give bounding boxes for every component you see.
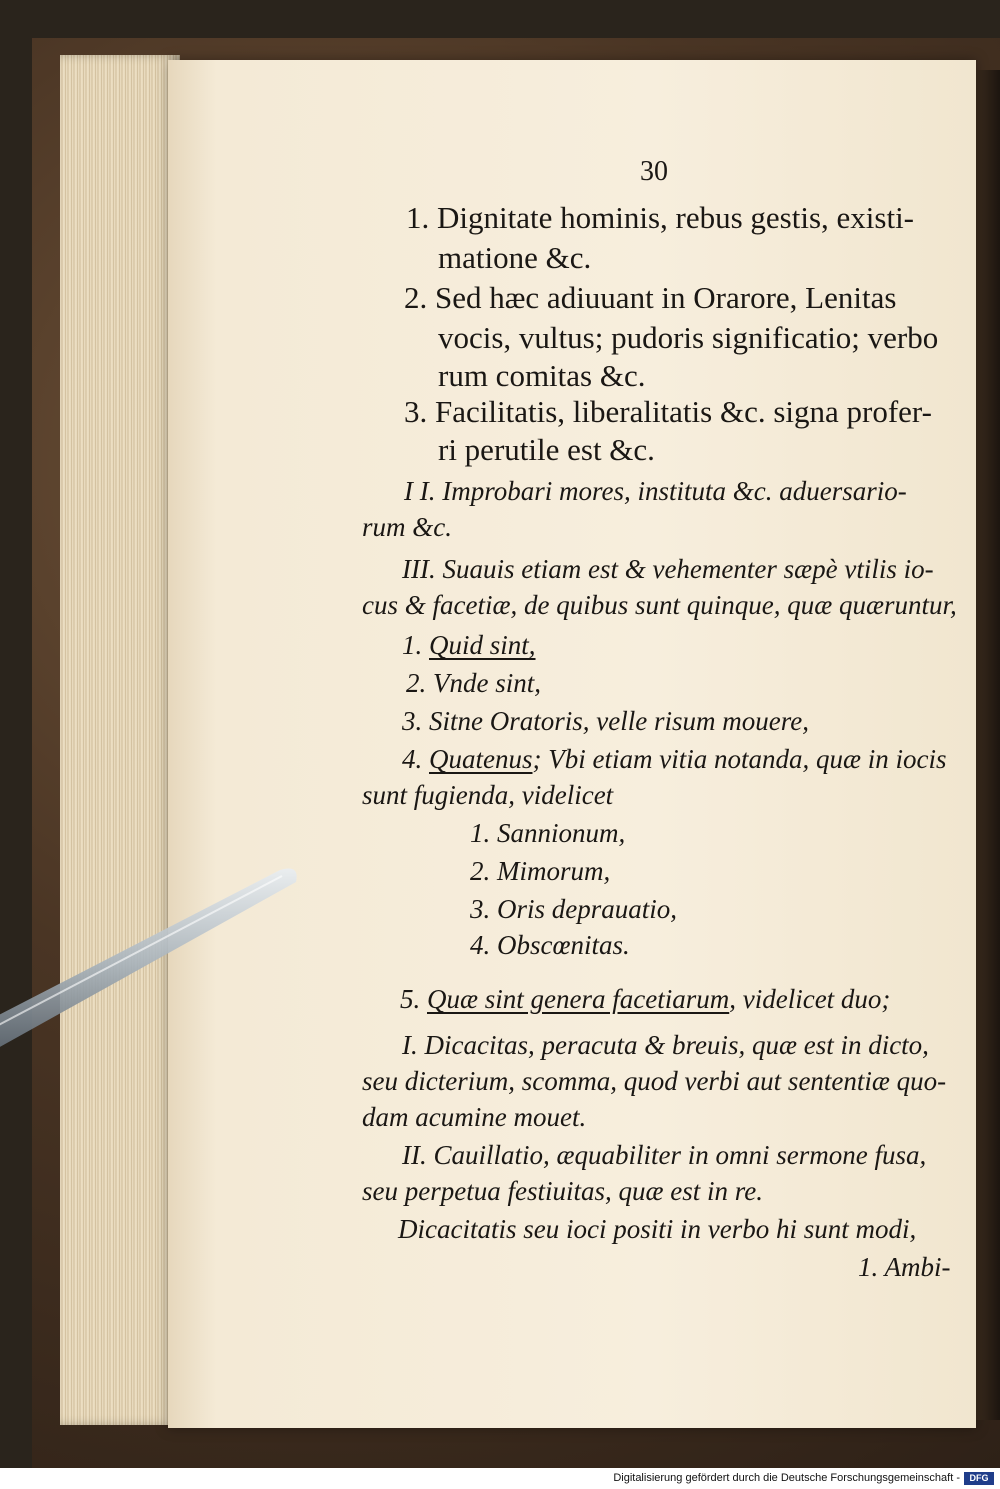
text-line: 2. Mimorum, [470,856,611,886]
underlined-term: Quid sint, [429,630,536,660]
footer-credit: Digitalisierung gefördert durch die Deutsche Forschungsgemeinschaft - [613,1472,960,1484]
text-line: 3. Oris deprauatio, [470,894,678,924]
text-line: I I. Improbari mores, instituta &c. aduersario- [404,476,907,506]
text-line: ri perutile est &c. [438,432,655,467]
list-marker: 5. [400,984,427,1014]
underlined-term: Quæ sint genera facetiarum [427,984,730,1014]
text-line: cus & facetiæ, de quibus sunt quinque, quæ quæruntur, [362,590,957,620]
text-line [400,986,890,1013]
text-line: sunt fugienda, videlicet [362,780,614,810]
text-line: 2. Sed hæc adiuuant in Orarore, Lenitas [404,280,897,315]
footer-bar [0,1468,1000,1489]
text-line: 2. Vnde sint, [406,668,541,698]
text-line: 1. Sannionum, [470,818,626,848]
text-line: III. Suauis etiam est & vehementer sæpè vtilis io- [402,554,934,584]
text-line [402,746,946,773]
text-line: II. Cauillatio, æquabiliter in omni sermone fusa, [402,1140,927,1170]
list-marker: 1. [402,630,429,660]
text-line: 3. Facilitatis, liberalitatis &c. signa profer- [404,394,932,429]
page-number: 30 [640,156,668,187]
text-line: dam acumine mouet. [362,1102,587,1132]
book-page [168,60,976,1428]
text-line: Dicacitatis seu ioci positi in verbo hi sunt modi, [398,1214,917,1244]
page-holder-pin [0,860,320,1060]
text-run: ; Vbi etiam vitia notanda, quæ in iocis [532,744,947,774]
text-line [402,632,536,659]
dfg-logo: DFG [964,1472,994,1485]
text-line: 1. Dignitate hominis, rebus gestis, existi- [406,200,915,235]
text-line: 4. Obscœnitas. [470,930,630,960]
text-line: rum &c. [362,512,452,542]
text-line: I. Dicacitas, peracuta & breuis, quæ est in dicto, [402,1030,929,1060]
page-stack-edge [60,55,180,1425]
catchword: 1. Ambi- [858,1252,951,1282]
list-marker: 4. [402,744,429,774]
text-line: matione &c. [438,240,592,275]
text-run: , videlicet duo; [729,984,891,1014]
underlined-term: Quatenus [429,744,533,774]
text-line: vocis, vultus; pudoris significatio; verbo [438,320,939,355]
page-text [168,60,976,1428]
text-line: seu dicterium, scomma, quod verbi aut sententiæ quo- [362,1066,947,1096]
text-line: 3. Sitne Oratoris, velle risum mouere, [402,706,809,736]
text-line: rum comitas &c. [438,358,646,393]
text-line: seu perpetua festiuitas, quæ est in re. [362,1176,763,1206]
book-right-edge [976,70,1000,1420]
